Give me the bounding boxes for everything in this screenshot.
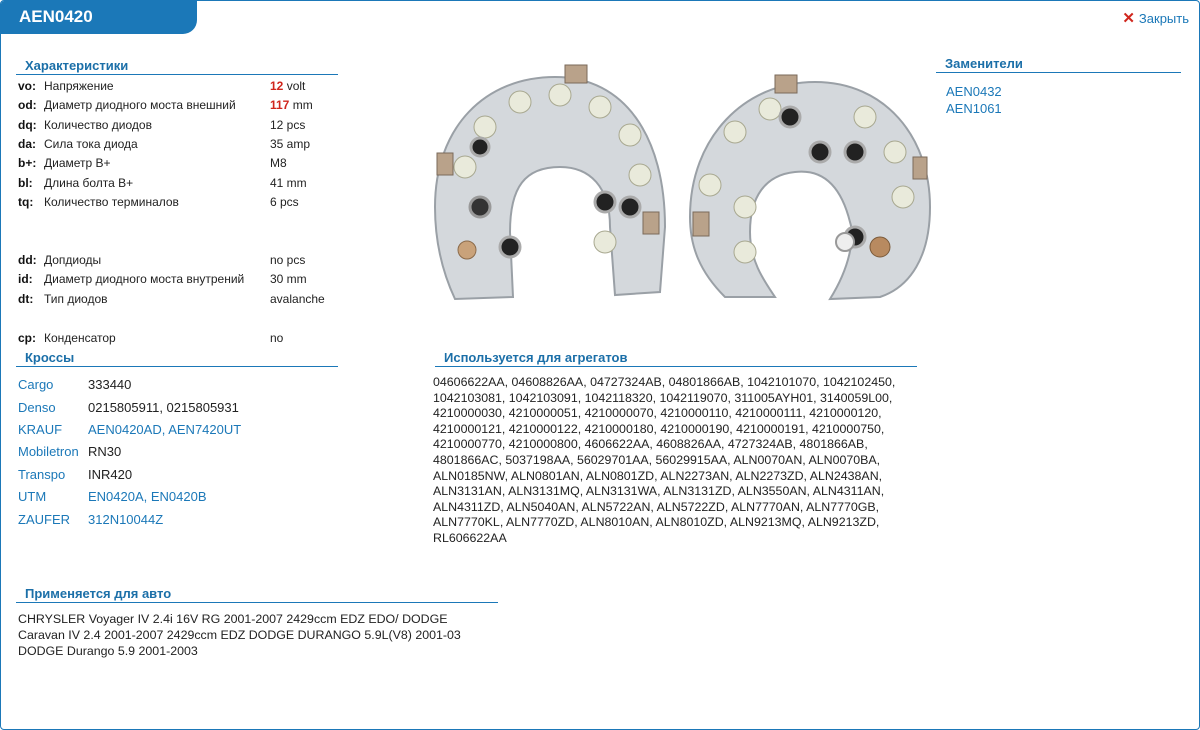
- auto-list: CHRYSLER Voyager IV 2.4i 16V RG 2001-2007 2429ccm EDZ EDO/ DODGE Caravan IV 2.4 2001-2007 2429ccm EDZ DODGE DURANGO 5.9L(V8) 2001-03 DODGE Durango 5.9 2001-2003: [18, 612, 461, 658]
- cross-brand: Mobiletron: [18, 444, 79, 459]
- spec-label: Диаметр диодного моста внутрений: [44, 272, 245, 286]
- rectifier-plate-right: [690, 75, 930, 299]
- cross-value[interactable]: AEN0420AD, AEN7420UT: [88, 422, 242, 437]
- replacement-link[interactable]: AEN1061: [946, 101, 1002, 116]
- cross-value[interactable]: EN0420A, EN0420B: [88, 489, 207, 504]
- spec-row: [18, 98, 313, 117]
- spec-value: [270, 118, 305, 137]
- close-x-icon: ✕: [1122, 10, 1135, 27]
- replacements-heading: Заменители: [936, 56, 1181, 73]
- spec-value: [270, 98, 313, 117]
- close-button[interactable]: [1122, 11, 1189, 26]
- spec-value-unit: mm: [292, 98, 313, 112]
- spec-label: Тип диодов: [44, 292, 108, 306]
- spec-value-unit: 30 mm: [270, 272, 307, 286]
- usage-list: 04606622AA, 04608826AA, 04727324AB, 04801866AB, 1042101070, 1042102450, 1042103081, 1042103091, 1042118320, 1042119070, 311005AYH01, 3140059L00, 4210000030, 4210000051, 4210000070, 4210000110, 4210000111, 4210000120, 4210000121, 4210000122, 4210000180, 4210000190, 4210000191, 4210000750, 4210000770, 4210000800, 4606622AA, 4608826AA, 4727324AB, 4801866AB, 4801866AC, 5037198AA, 56029701AA, 56029915AA, ALN0070AN, ALN0070BA, ALN0185NW, ALN0801AN, ALN0801ZD, ALN2273AN, ALN2273ZD, ALN2438AN, ALN3131AN, ALN3131MQ, ALN3131WA, ALN3131ZD, ALN3550AN, ALN4311AN, ALN4311ZD, ALN5040AN, ALN5722AN, ALN5722ZD, ALN7770AN, ALN7770GB, ALN7770KL, ALN7770ZD, ALN8010AN, ALN8010ZD, ALN9213MQ, ALN9213ZD, RL606622AA: [433, 375, 896, 545]
- rectifier-plate-left: [435, 65, 665, 299]
- product-title: AEN0420: [1, 1, 197, 34]
- spec-label: Конденсатор: [44, 331, 116, 345]
- spec-row: [18, 331, 283, 350]
- spec-row: [18, 195, 299, 214]
- spec-label: Допдиоды: [44, 253, 102, 267]
- spec-code: dd:: [18, 253, 37, 267]
- spec-label: Количество диодов: [44, 118, 152, 132]
- cross-brand: ZAUFER: [18, 512, 70, 527]
- product-photo: [425, 57, 945, 313]
- spec-row: [18, 272, 307, 291]
- spec-code: bl:: [18, 176, 33, 190]
- spec-label: Длина болта B+: [44, 176, 134, 190]
- spec-code: cp:: [18, 331, 36, 345]
- spec-row: [18, 176, 307, 195]
- spec-row: [18, 292, 325, 311]
- spec-value-unit: 41 mm: [270, 176, 307, 190]
- spec-value-unit: 35 amp: [270, 137, 311, 151]
- spec-row: [18, 156, 287, 175]
- spec-label: Диаметр B+: [44, 156, 111, 170]
- cross-row: [18, 377, 131, 392]
- cross-value: 0215805911, 0215805931: [88, 400, 239, 415]
- cross-brand: KRAUF: [18, 422, 63, 437]
- spec-value: [270, 272, 307, 291]
- cross-row: [18, 444, 121, 459]
- spec-value: [270, 292, 325, 311]
- spec-value: [270, 137, 310, 156]
- spec-row: [18, 137, 310, 156]
- cross-row: [18, 467, 132, 482]
- spec-value-unit: no: [270, 331, 284, 345]
- cross-brand: Cargo: [18, 377, 54, 392]
- cross-value: RN30: [88, 444, 122, 459]
- spec-value-unit: volt: [286, 79, 306, 93]
- spec-code: id:: [18, 272, 33, 286]
- cross-row: [18, 422, 241, 437]
- cross-brand: Denso: [18, 400, 56, 415]
- spec-label: Диаметр диодного моста внешний: [44, 98, 236, 112]
- spec-value-unit: 6 pcs: [270, 195, 299, 209]
- spec-value: [270, 195, 299, 214]
- spec-value: [270, 331, 283, 350]
- spec-row: [18, 79, 305, 98]
- spec-code: dq:: [18, 118, 37, 132]
- close-label: Закрыть: [1138, 11, 1189, 26]
- cross-value[interactable]: 312N10044Z: [88, 512, 164, 527]
- cross-brand: Transpo: [18, 467, 66, 482]
- spec-row: [18, 118, 305, 137]
- spec-code: vo:: [18, 79, 36, 93]
- specs-heading: Характеристики: [16, 58, 338, 75]
- crosses-heading: Кроссы: [16, 350, 338, 367]
- spec-value: [270, 176, 307, 195]
- spec-label: Сила тока диода: [44, 137, 138, 151]
- spec-value: [270, 79, 305, 98]
- cross-value: INR420: [88, 467, 133, 482]
- spec-value-unit: avalanche: [270, 292, 325, 306]
- spec-value-highlight: 117: [270, 98, 290, 112]
- usage-heading: Используется для агрегатов: [435, 350, 917, 367]
- cross-row: [18, 489, 207, 504]
- spec-value-highlight: 12: [270, 79, 284, 93]
- cross-row: [18, 512, 163, 527]
- spec-value-unit: 12 pcs: [270, 118, 306, 132]
- auto-heading: Применяется для авто: [16, 586, 498, 603]
- spec-value: [270, 156, 287, 175]
- spec-value: [270, 253, 305, 272]
- spec-label: Количество терминалов: [44, 195, 179, 209]
- cross-value: 333440: [88, 377, 132, 392]
- spec-value-unit: M8: [270, 156, 287, 170]
- spec-value-unit: no pcs: [270, 253, 306, 267]
- cross-brand: UTM: [18, 489, 47, 504]
- replacement-link[interactable]: AEN0432: [946, 84, 1002, 99]
- spec-label: Напряжение: [44, 79, 114, 93]
- spec-code: dt:: [18, 292, 34, 306]
- spec-code: tq:: [18, 195, 34, 209]
- cross-row: [18, 400, 239, 415]
- spec-row: [18, 253, 305, 272]
- spec-code: od:: [18, 98, 37, 112]
- spec-code: b+:: [18, 156, 37, 170]
- spec-code: da:: [18, 137, 36, 151]
